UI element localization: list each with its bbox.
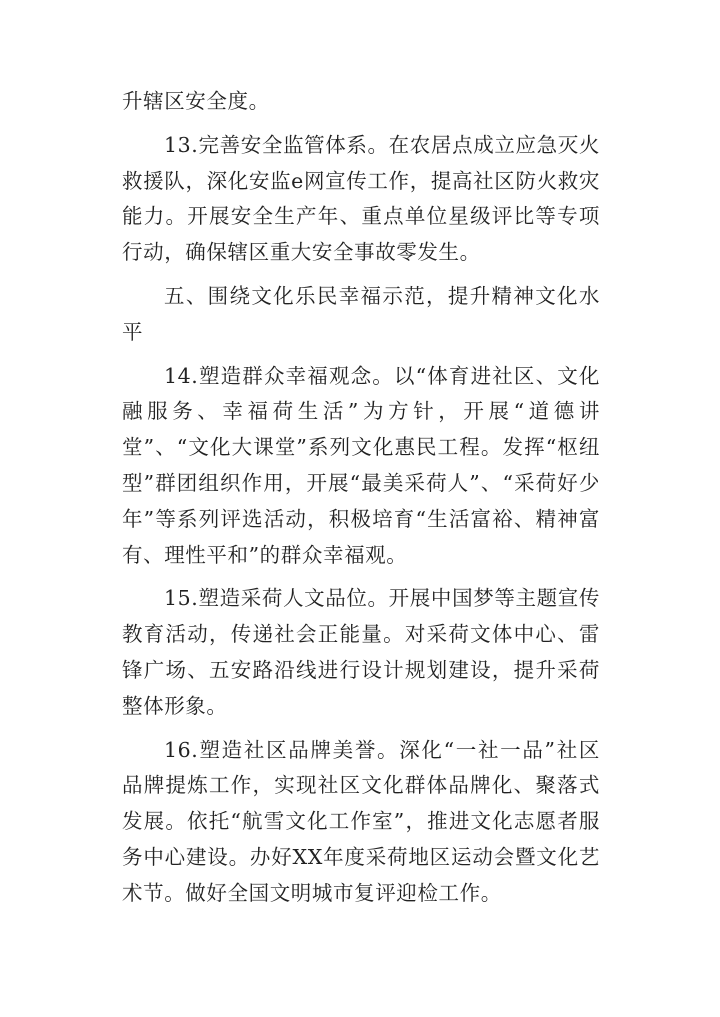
- paragraph-item-16: 16.塑造社区品牌美誉。深化“一社一品”社区品牌提炼工作，实现社区文化群体品牌化、聚落式发展。依托“航雪文化工作室”，推进文化志愿者服务中心建设。办好XX年度采荷地区运动会暨文化艺术节。做好全国文明城市复评迎检工作。: [122, 737, 600, 905]
- paragraph-continuation: 升辖区安全度。: [122, 89, 270, 113]
- paragraph-item-15: 15.塑造采荷人文品位。开展中国梦等主题宣传教育活动，传递社会正能量。对采荷文体中心、雷锋广场、五安路沿线进行设计规划建设，提升采荷整体形象。: [122, 586, 600, 718]
- section-heading-5: 五、围绕文化乐民幸福示范，提升精神文化水平: [122, 283, 600, 344]
- paragraph-item-14: 14.塑造群众幸福观念。以“体育进社区、文化融服务、幸福荷生活”为方针，开展“道德讲堂”、“文化大课堂”系列文化惠民工程。发挥“枢纽型”群团组织作用，开展“最美采荷人”、“采荷好少年”等系列评选活动，积极培育“生活富裕、精神富有、理性平和”的群众幸福观。: [122, 363, 600, 567]
- paragraph-item-13: 13.完善安全监管体系。在农居点成立应急灭火救援队，深化安监e网宣传工作，提高社区防火救灾能力。开展安全生产年、重点单位星级评比等专项行动，确保辖区重大安全事故零发生。: [122, 132, 600, 265]
- document-body: [122, 84, 600, 920]
